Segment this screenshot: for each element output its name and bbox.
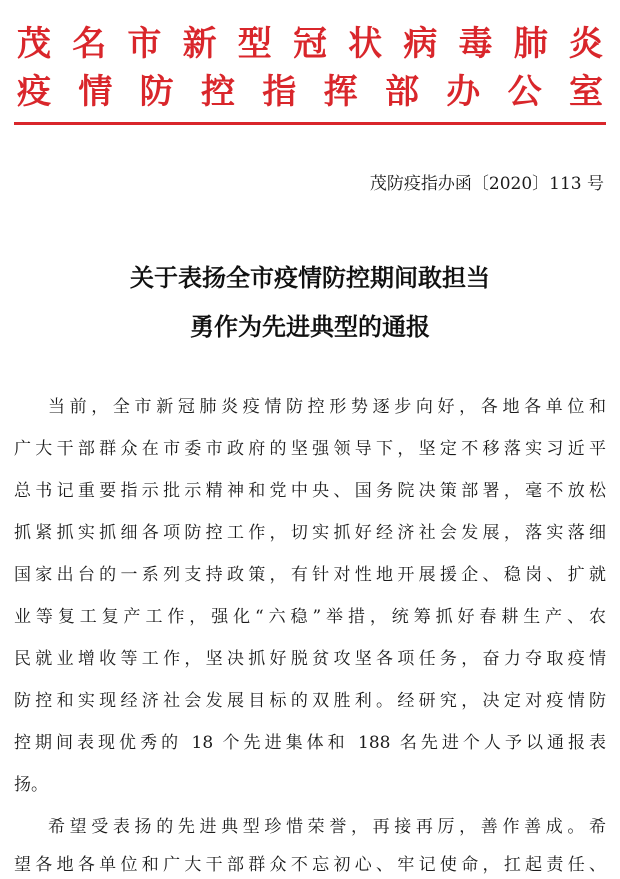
document-title-line-2: 勇作为先进典型的通报	[190, 312, 430, 341]
body-text-line: 抓紧抓实抓细各项防控工作，切实抓好经济社会发展，落实落细	[14, 523, 606, 543]
document-number: 茂防疫指办函〔2020〕113 号	[369, 174, 604, 194]
header-char: 疫	[17, 72, 51, 112]
header-char: 肺	[513, 24, 548, 64]
header-char: 指	[262, 72, 297, 112]
header-char: 室	[568, 72, 603, 112]
header-char: 名	[72, 24, 107, 64]
body-text-line: 当前，全市新冠肺炎疫情防控形势逐步向好，各地各单位和	[48, 397, 606, 417]
header-char: 公	[507, 72, 542, 112]
body-text-line: 国家出台的一系列支持政策，有针对性地开展援企、稳岗、扩就	[14, 565, 606, 585]
body-text-line: 希望受表扬的先进典型珍惜荣誉，再接再厉，善作善成。希	[48, 817, 606, 837]
header-char: 毒	[458, 24, 493, 64]
header-char: 情	[78, 72, 113, 112]
body-text-line: 扬。	[14, 775, 48, 795]
body-text-line: 民就业增收等工作，坚决抓好脱贫攻坚各项任务，奋力夺取疫情	[14, 649, 606, 669]
header-char: 新	[182, 24, 217, 64]
header-char: 控	[200, 72, 235, 112]
header-char: 挥	[323, 72, 358, 112]
header-char: 炎	[568, 24, 603, 64]
header-char: 防	[139, 72, 174, 112]
body-text-line: 控期间表现优秀的 18 个先进集体和 188 名先进个人予以通报表	[14, 733, 606, 753]
body-text-line: 防控和实现经济社会发展目标的双胜利。经研究，决定对疫情防	[14, 691, 606, 711]
header-char: 型	[237, 24, 272, 64]
header-char: 病	[403, 24, 438, 64]
header-org-name-line-1	[14, 22, 606, 66]
body-text-line: 总书记重要指示批示精神和党中央、国务院决策部署，毫不放松	[14, 481, 606, 501]
header-char: 冠	[292, 24, 327, 64]
body-text-line: 望各地各单位和广大干部群众不忘初心、牢记使命，扛起责任、	[14, 855, 606, 875]
body-text-line: 业等复工复产工作，强化“六稳”举措，统筹抓好春耕生产、农	[14, 607, 606, 627]
header-char: 办	[446, 72, 481, 112]
header-org-name-line-2	[14, 70, 606, 114]
red-header-divider	[14, 122, 606, 125]
header-char: 部	[384, 72, 419, 112]
body-text-line: 广大干部群众在市委市政府的坚强领导下，坚定不移落实习近平	[14, 439, 606, 459]
header-char: 市	[127, 24, 162, 64]
document-title-line-1: 关于表扬全市疫情防控期间敢担当	[130, 263, 490, 292]
header-char: 茂	[17, 24, 51, 64]
header-char: 状	[348, 24, 383, 64]
